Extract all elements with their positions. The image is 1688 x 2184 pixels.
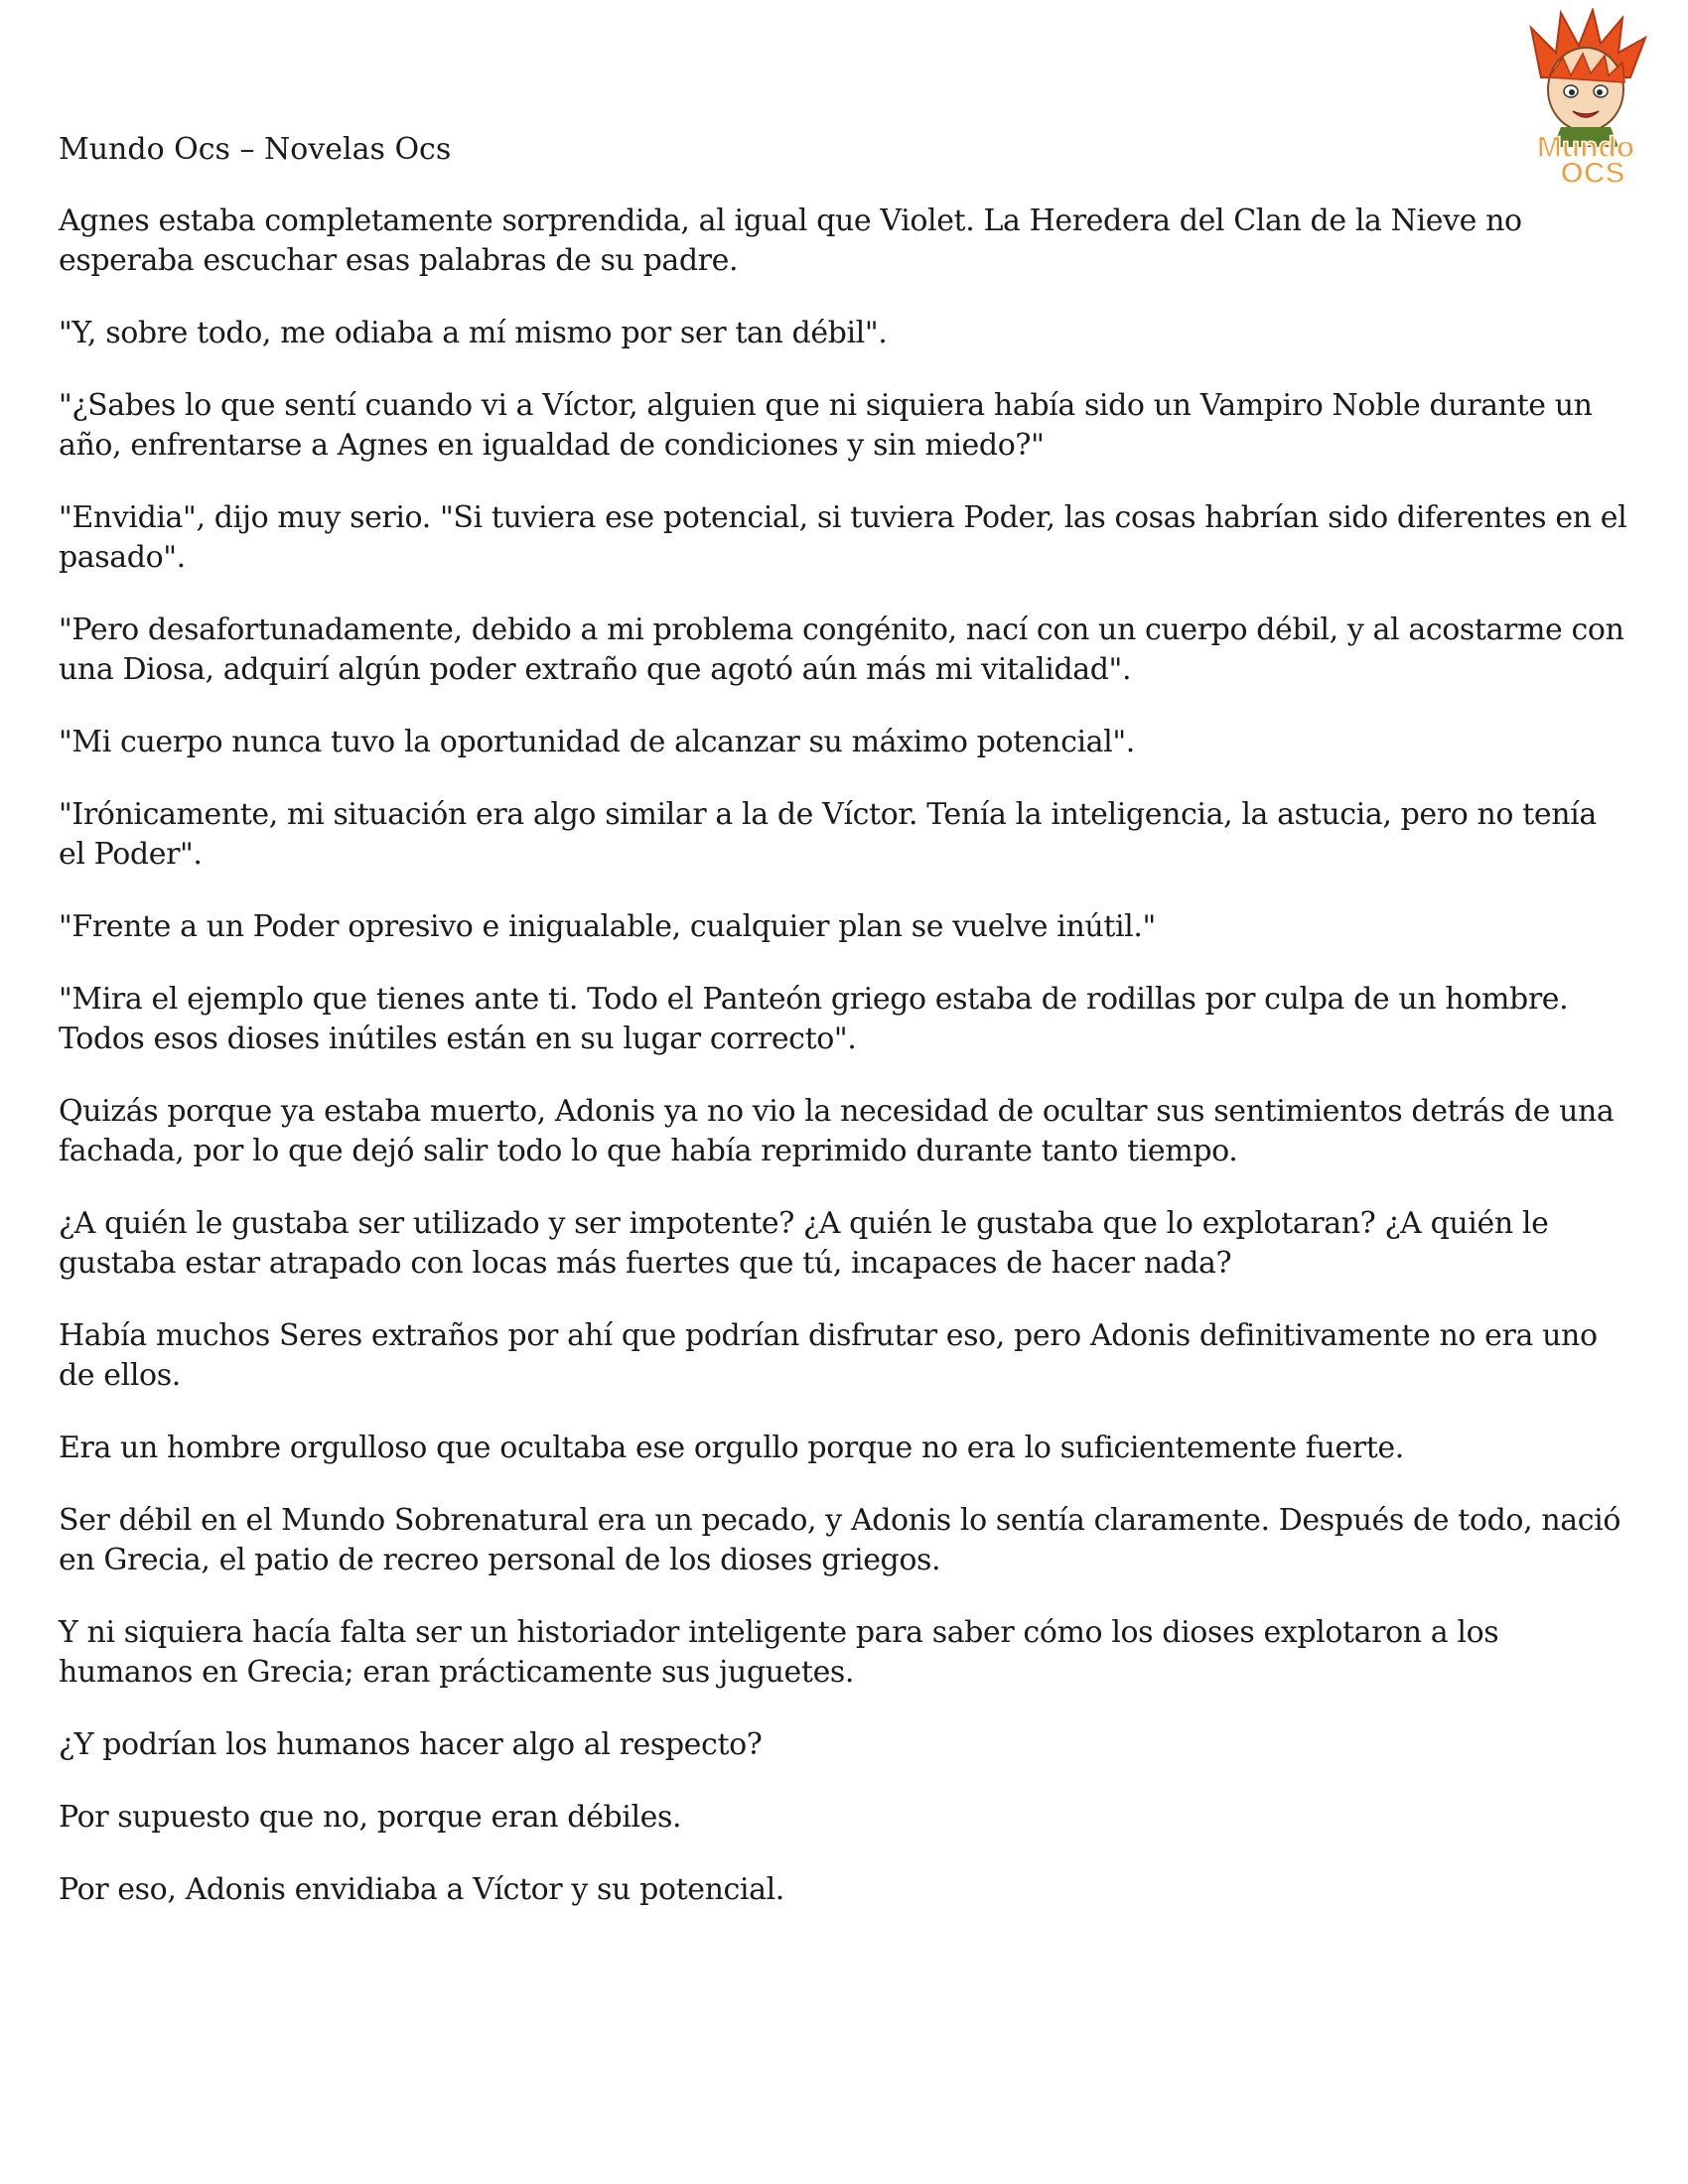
paragraph: Quizás porque ya estaba muerto, Adonis ya no vio la necesidad de ocultar sus sentimientos detrás de una fachada, por lo que dejó salir todo lo que había reprimido durante tanto tiempo. [59, 1094, 1615, 1168]
paragraph: "Mira el ejemplo que tienes ante ti. Todo el Panteón griego estaba de rodillas por culpa de un hombre. Todos esos dioses inútiles están en su lugar correcto". [59, 982, 1569, 1056]
paragraph: "Irónicamente, mi situación era algo similar a la de Víctor. Tenía la inteligencia, la astucia, pero no tenía el Poder". [59, 797, 1597, 872]
paragraph: Por supuesto que no, porque eran débiles. [59, 1800, 682, 1835]
paragraph: Ser débil en el Mundo Sobrenatural era un pecado, y Adonis lo sentía claramente. Después de todo, nació en Grecia, el patio de recreo personal de los dioses griegos. [59, 1503, 1620, 1577]
mundo-ocs-logo-icon [1501, 8, 1670, 187]
paragraph: "Frente a un Poder opresivo e inigualable, cualquier plan se vuelve inútil." [59, 909, 1156, 944]
paragraph: Agnes estaba completamente sorprendida, al igual que Violet. La Heredera del Clan de la Nieve no esperaba escuchar esas palabras de su padre. [59, 204, 1522, 278]
paragraph: Había muchos Seres extraños por ahí que podrían disfrutar eso, pero Adonis definitivamente no era uno de ellos. [59, 1318, 1598, 1393]
page-header: Mundo Ocs – Novelas Ocs [59, 132, 452, 167]
paragraph: Era un hombre orgulloso que ocultaba ese orgullo porque no era lo suficientemente fuerte. [59, 1431, 1404, 1465]
paragraph: "Y, sobre todo, me odiaba a mí mismo por ser tan débil". [59, 316, 888, 350]
logo-text-mundo: Mundo [1536, 131, 1635, 164]
paragraph: "Envidia", dijo muy serio. "Si tuviera ese potencial, si tuviera Poder, las cosas habrían sido diferentes en el pasado". [59, 500, 1627, 575]
paragraph: "Pero desafortunadamente, debido a mi problema congénito, nací con un cuerpo débil, y al acostarme con una Diosa, adquirí algún poder extraño que agotó aún más mi vitalidad". [59, 613, 1624, 687]
paragraph: "Mi cuerpo nunca tuvo la oportunidad de alcanzar su máximo potencial". [59, 725, 1135, 759]
paragraph: "¿Sabes lo que sentí cuando vi a Víctor, alguien que ni siquiera había sido un Vampiro Noble durante un año, enfrentarse a Agnes en igualdad de condiciones y sin miedo?" [59, 388, 1593, 463]
paragraph: Y ni siquiera hacía falta ser un historiador inteligente para saber cómo los dioses explotaron a los humanos en Grecia; eran prácticamente sus juguetes. [59, 1615, 1499, 1690]
chapter-body [59, 202, 1627, 1943]
paragraph: ¿Y podrían los humanos hacer algo al respecto? [59, 1727, 763, 1762]
logo-text-ocs: OCS [1560, 157, 1625, 187]
paragraph: ¿A quién le gustaba ser utilizado y ser impotente? ¿A quién le gustaba que lo explotaran? ¿A quién le gustaba estar atrapado con locas más fuertes que tú, incapaces de hacer nada? [59, 1206, 1549, 1281]
paragraph: Por eso, Adonis envidiaba a Víctor y su potencial. [59, 1872, 784, 1907]
